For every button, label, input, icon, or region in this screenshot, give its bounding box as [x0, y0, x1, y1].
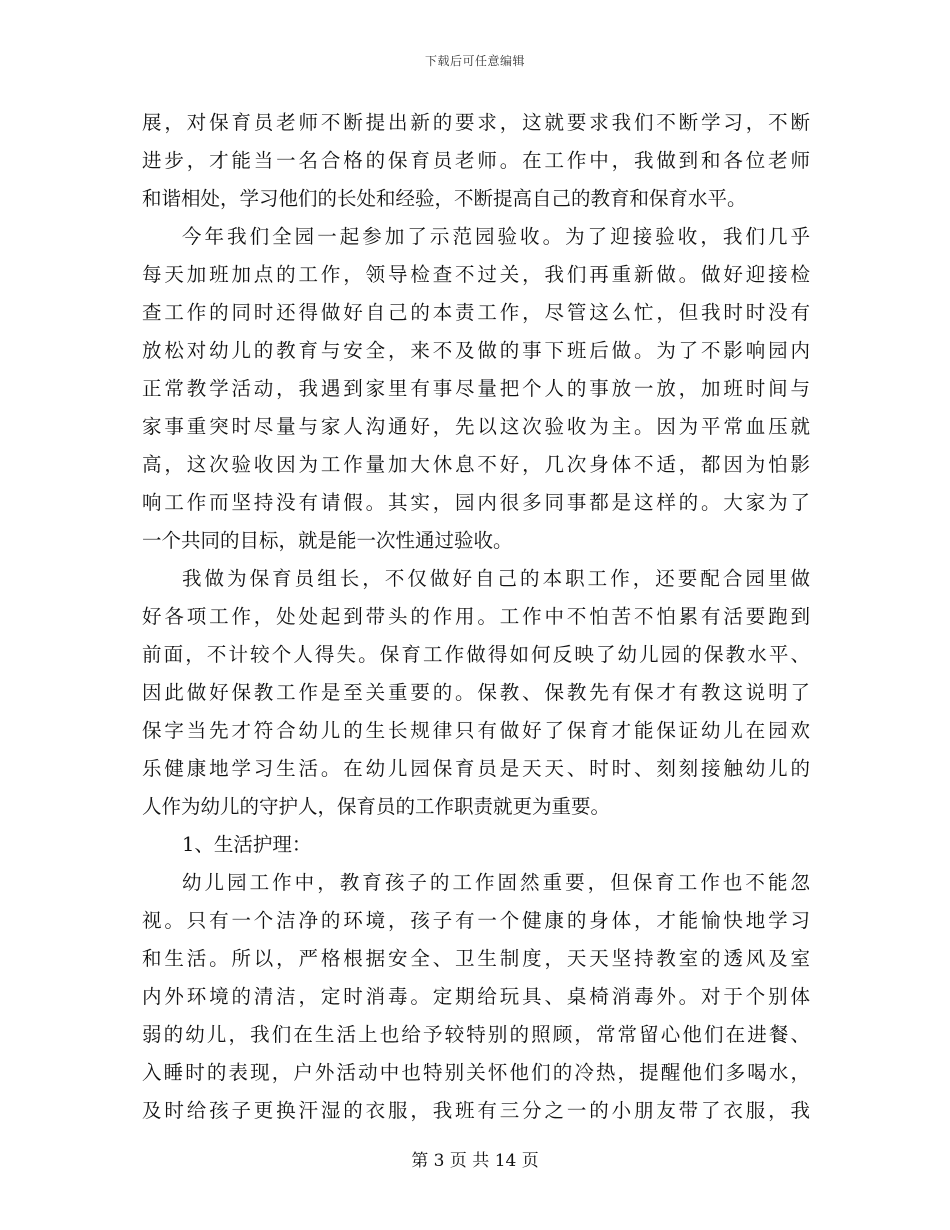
text-line: 正常教学活动，我遇到家里有事尽量把个人的事放一放，加班时间与: [142, 377, 810, 400]
paragraph-start-line: 今年我们全园一起参加了示范园验收。为了迎接验收，我们几乎: [182, 225, 810, 248]
text-line: 前面，不计较个人得失。保育工作做得如何反映了幼儿园的保教水平、: [142, 643, 810, 666]
text-line: 好各项工作，处处起到带头的作用。工作中不怕苦不怕累有活要跑到: [142, 605, 810, 628]
text-line: 内外环境的清洁，定时消毒。定期给玩具、桌椅消毒外。对于个别体: [142, 985, 810, 1008]
text-line: 响工作而坚持没有请假。其实，园内很多同事都是这样的。大家为了: [142, 491, 810, 514]
text-line: 和谐相处，学习他们的长处和经验，不断提高自己的教育和保育水平。: [142, 187, 747, 210]
text-line: 高，这次验收因为工作量加大休息不好，几次身体不适，都因为怕影: [142, 453, 810, 476]
text-line: 保字当先才符合幼儿的生长规律只有做好了保育才能保证幼儿在园欢: [142, 719, 810, 742]
paragraph-start-line: 我做为保育员组长，不仅做好自己的本职工作，还要配合园里做: [182, 567, 810, 590]
text-line: 人作为幼儿的守护人，保育员的工作职责就更为重要。: [142, 795, 611, 818]
page-footer: 第 3 页 共 14 页: [411, 1151, 539, 1171]
text-line: 因此做好保教工作是至关重要的。保教、保教先有保才有教这说明了: [142, 681, 810, 704]
text-line: 弱的幼儿，我们在生活上也给予较特别的照顾，常常留心他们在进餐、: [142, 1023, 810, 1046]
text-line: 视。只有一个洁净的环境，孩子有一个健康的身体，才能愉快地学习: [142, 909, 810, 932]
text-line: 进步，才能当一名合格的保育员老师。在工作中，我做到和各位老师: [142, 149, 810, 172]
paragraph-start-line: 幼儿园工作中，教育孩子的工作固然重要，但保育工作也不能忽: [182, 871, 810, 894]
text-line: 展，对保育员老师不断提出新的要求，这就要求我们不断学习，不断: [142, 111, 810, 134]
text-line: 查工作的同时还得做好自己的本责工作，尽管这么忙，但我时时没有: [142, 301, 810, 324]
body-text: [142, 104, 810, 1130]
page-header: 下载后可任意编辑: [424, 54, 525, 68]
text-line: 一个共同的目标，就是能一次性通过验收。: [142, 529, 513, 552]
text-line: 乐健康地学习生活。在幼儿园保育员是天天、时时、刻刻接触幼儿的: [142, 757, 810, 780]
text-line: 家事重突时尽量与家人沟通好，先以这次验收为主。因为平常血压就: [142, 415, 810, 438]
text-line: 和生活。所以，严格根据安全、卫生制度，天天坚持教室的透风及室: [142, 947, 810, 970]
text-line: 及时给孩子更换汗湿的衣服，我班有三分之一的小朋友带了衣服，我: [142, 1099, 810, 1122]
text-line: 每天加班加点的工作，领导检查不过关，我们再重新做。做好迎接检: [142, 263, 810, 286]
section-heading: 1、生活护理：: [182, 833, 312, 856]
text-line: 入睡时的表现，户外活动中也特别关怀他们的冷热，提醒他们多喝水，: [142, 1061, 810, 1084]
text-line: 放松对幼儿的教育与安全，来不及做的事下班后做。为了不影响园内: [142, 339, 810, 362]
